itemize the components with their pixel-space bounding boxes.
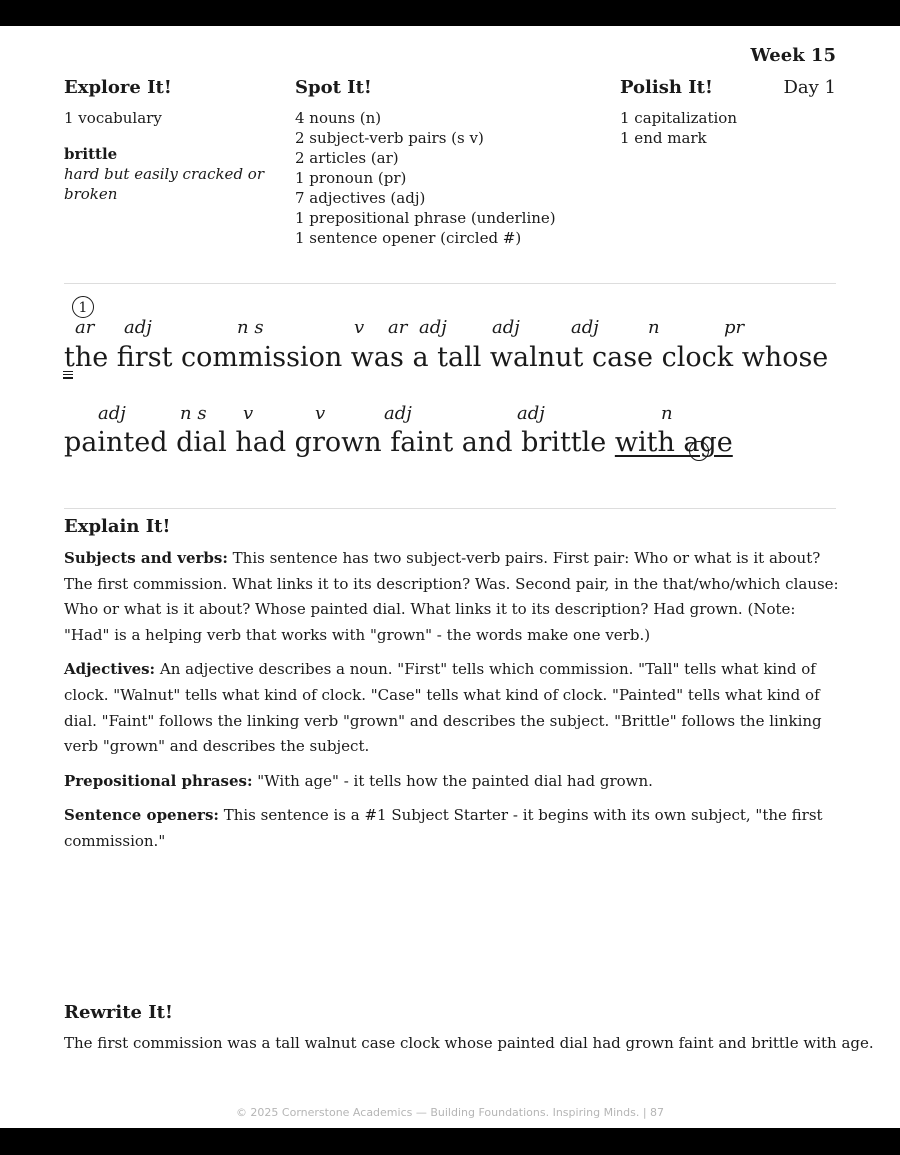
explain-text: This sentence is a #1 Subject Starter - it begins with its own subject, "the first commission.": [64, 806, 823, 850]
grammar-mark: pr: [724, 317, 745, 338]
spot-item: 2 subject-verb pairs (s v): [295, 129, 484, 147]
spot-item: 4 nouns (n): [295, 109, 382, 127]
polish-section: [620, 76, 780, 148]
grammar-mark: v: [243, 403, 254, 424]
spot-title: Spot It!: [295, 77, 372, 98]
sentence-opener-circle: 1: [72, 296, 94, 318]
explain-body: [64, 546, 839, 864]
polish-item: 1 capitalization: [620, 109, 737, 127]
spot-item: 2 articles (ar): [295, 149, 399, 167]
grammar-mark: ar: [388, 317, 408, 338]
vocab-word: brittle: [64, 145, 118, 163]
spot-item: 1 pronoun (pr): [295, 169, 407, 187]
explain-text: An adjective describes a noun. "First" tells which commission. "Tall" tells what kind of clock. "Walnut" tells what kind of clock. "Case" tells what kind of clock. "Painted" tells what kind of dial. "Faint" follows the linking verb "grown" and describes the subject. "Brittle" follows the linking verb "grown" and describes the subject.: [64, 660, 822, 756]
explain-text: This sentence has two subject-verb pairs. First pair: Who or what is it about? The first commission. What links it to its description? Was. Second pair, in the that/who/which clause: Who or what is it about? Whose painted dial. What links it to its description? Had grown. (Note: "Had" is a helping verb that works with "grown" - the words make one verb.): [64, 549, 839, 644]
end-mark-circle-icon: [689, 441, 709, 461]
divider: [64, 283, 836, 284]
spot-section: [295, 76, 595, 248]
grammar-mark: adj: [517, 403, 545, 424]
week-label: Week 15: [750, 45, 836, 66]
explore-section: [64, 76, 264, 204]
grammar-mark: adj: [492, 317, 520, 338]
prepositional-phrase: with age: [614, 427, 733, 458]
explain-label: Prepositional phrases:: [64, 771, 253, 790]
explain-text: "With age" - it tells how the painted dial had grown.: [252, 771, 653, 790]
vocab-definition-line: hard but easily cracked or: [64, 165, 265, 183]
vocab-definition-line: broken: [64, 185, 118, 203]
page-footer: © 2025 Cornerstone Academics — Building Foundations. Inspiring Minds. | 87: [235, 1106, 665, 1119]
explain-label: Adjectives:: [64, 660, 156, 679]
day-label: Day 1: [783, 77, 836, 98]
spot-item: 1 sentence opener (circled #): [295, 229, 522, 247]
grammar-mark: n s: [180, 403, 207, 424]
explain-paragraph: [64, 769, 839, 795]
spot-item: 7 adjectives (adj): [295, 189, 426, 207]
explain-label: Sentence openers:: [64, 806, 219, 825]
explain-paragraph: [64, 803, 839, 854]
bottom-bar: [0, 1128, 900, 1155]
grammar-mark: adj: [571, 317, 599, 338]
grammar-mark: n s: [237, 317, 264, 338]
divider: [64, 508, 836, 509]
explain-title: Explain It!: [64, 516, 171, 537]
sentence-line-2-text: painted dial had grown faint and brittle: [64, 427, 615, 458]
explain-label: Subjects and verbs:: [64, 549, 228, 567]
grammar-mark: n: [661, 403, 673, 424]
explain-paragraph: [64, 657, 839, 759]
sentence-line-2: [64, 425, 733, 461]
rewrite-sentence: The first commission was a tall walnut case clock whose painted dial had grown faint and brittle with age.: [64, 1034, 874, 1052]
grammar-mark: adj: [98, 403, 126, 424]
spot-item: 1 prepositional phrase (underline): [295, 209, 556, 227]
grammar-mark: adj: [384, 403, 412, 424]
explore-title: Explore It!: [64, 77, 172, 98]
explain-paragraph: [64, 546, 839, 648]
grammar-mark: v: [315, 403, 326, 424]
grammar-mark: adj: [419, 317, 447, 338]
sentence-line-1: the first commission was a tall walnut case clock whose: [64, 342, 829, 373]
rewrite-title: Rewrite It!: [64, 1002, 173, 1023]
grammar-mark: v: [354, 317, 365, 338]
grammar-mark: ar: [75, 317, 95, 338]
polish-item: 1 end mark: [620, 129, 707, 147]
top-bar: [0, 0, 900, 26]
explore-subtitle: 1 vocabulary: [64, 109, 162, 127]
grammar-mark: n: [648, 317, 660, 338]
grammar-mark: adj: [124, 317, 152, 338]
polish-title: Polish It!: [620, 77, 713, 98]
